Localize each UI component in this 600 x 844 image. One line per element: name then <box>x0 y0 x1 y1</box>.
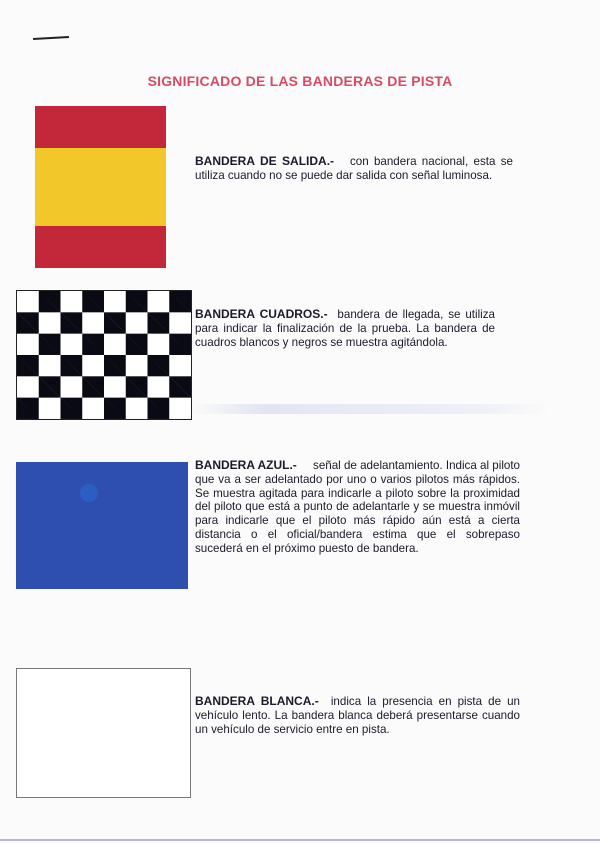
flag-name-cuadros: BANDERA CUADROS <box>195 307 321 321</box>
white-flag-image <box>16 668 191 798</box>
flag-description-azul: BANDERA AZUL.- señal de adelantamiento. Indica al piloto que va a ser adelantado por uno o varios pilotos más rápidos. Se muestra agitada para indicarle a piloto sobre la proximidad del piloto que está a punto de adelantarle y se muestra inmóvil para indicarle que el piloto más rápido aún está a cierta distancia o el oficial/bandera estima que el sobrepaso sucederá en el próximo puesto de bandera. <box>195 458 521 555</box>
flag-description-salida: BANDERA DE SALIDA.- con bandera nacional, esta se utiliza cuando no se puede dar salida con señal luminosa. <box>195 154 513 182</box>
flag-name-salida: BANDERA DE SALIDA <box>195 154 327 168</box>
flag-text-cuadros: bandera de llegada, se utiliza para indicar la finalización de la prueba. La bandera de cuadros blancos y negros se muestra agitándola. <box>195 308 495 349</box>
blue-flag-image <box>16 462 188 589</box>
spanish-flag-image <box>35 106 166 268</box>
flag-spot <box>80 484 98 502</box>
flag-text-blanca: indica la presencia en pista de un vehículo lento. La bandera blanca deberá presentarse cuando un vehículo de servicio entre en pista. <box>195 695 520 736</box>
scan-mark <box>33 36 69 40</box>
page-bottom-edge <box>0 839 600 841</box>
flag-description-blanca: BANDERA BLANCA.- indica la presencia en pista de un vehículo lento. La bandera blanca deberá presentarse cuando un vehículo de servicio entre en pista. <box>195 694 520 736</box>
checkered-flag-image <box>16 290 192 420</box>
scan-smudge <box>190 404 550 414</box>
page-title: SIGNIFICADO DE LAS BANDERAS DE PISTA <box>147 73 453 89</box>
flag-text-salida: con bandera nacional, esta se utiliza cuando no se puede dar salida con señal luminosa. <box>195 155 513 182</box>
flag-description-cuadros: BANDERA CUADROS.- bandera de llegada, se utiliza para indicar la finalización de la prueba. La bandera de cuadros blancos y negros se muestra agitándola. <box>195 307 495 349</box>
flag-name-blanca: BANDERA BLANCA <box>195 694 312 708</box>
flag-name-azul: BANDERA AZUL <box>195 458 290 472</box>
flag-text-azul: señal de adelantamiento. Indica al piloto que va a ser adelantado por uno o varios pilotos más rápidos. Se muestra agitada para indicarle a piloto sobre la proximidad del piloto que está a punto de adelantarle y se muestra inmóvil para indicarle que el piloto más rápido aún está a cierta distancia o el oficial/bandera estima que el sobrepaso sucederá en el próximo puesto de bandera. <box>195 459 521 555</box>
